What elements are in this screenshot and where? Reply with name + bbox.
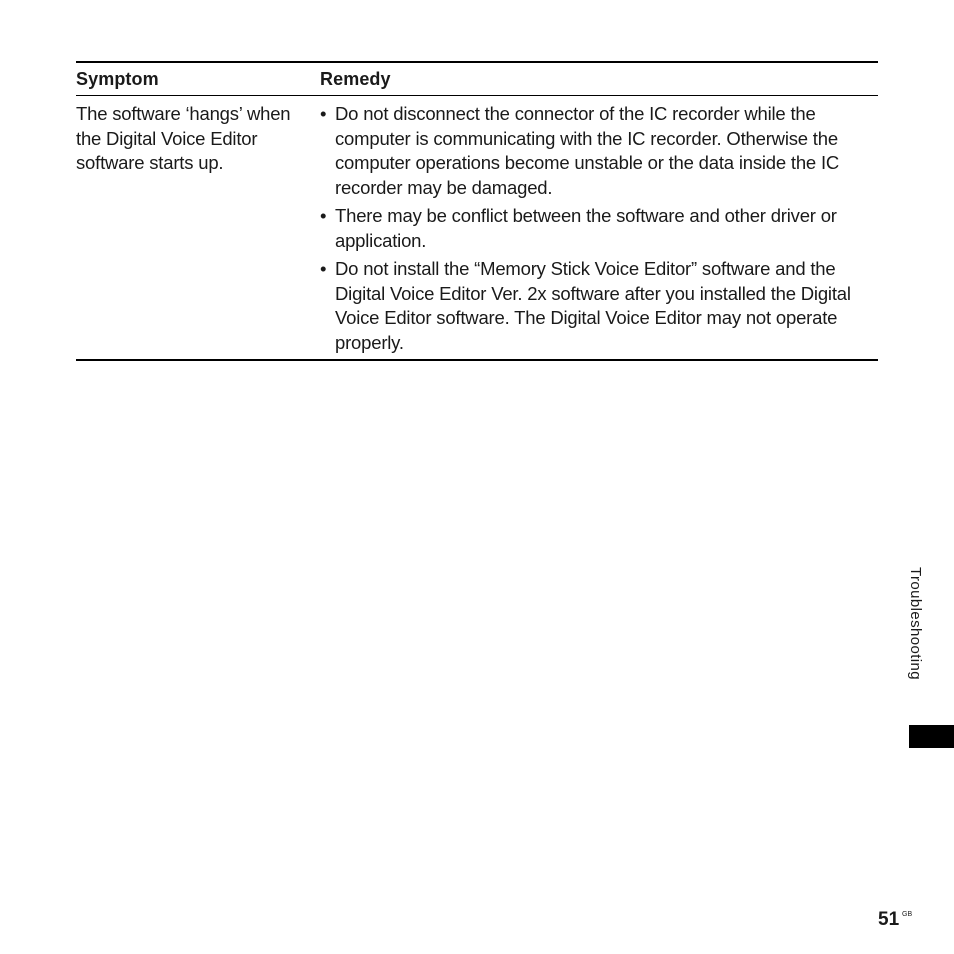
remedy-item xyxy=(320,102,878,200)
remedy-text: Do not disconnect the connector of the IC recorder while the computer is communicating with the IC recorder. Otherwise the computer operations become unstable or the data inside the IC recorder may be damaged. xyxy=(335,103,840,198)
remedy-list xyxy=(320,102,878,355)
table-header-row xyxy=(76,63,878,96)
symptom-text: The software ‘hangs’ when the Digital Voice Editor software starts up. xyxy=(76,103,291,173)
section-tab-marker xyxy=(909,725,954,748)
page-region-code: GB xyxy=(902,911,913,918)
bullet-icon: • xyxy=(320,205,327,226)
symptom-column-header: Symptom xyxy=(76,68,159,89)
bullet-icon: • xyxy=(320,258,327,279)
table-row xyxy=(76,96,878,359)
troubleshooting-table xyxy=(76,61,878,361)
remedy-column-header: Remedy xyxy=(320,68,391,89)
symptom-cell xyxy=(76,102,320,355)
remedy-cell xyxy=(320,102,878,355)
remedy-item xyxy=(320,257,878,355)
bullet-icon: • xyxy=(320,103,327,124)
remedy-item xyxy=(320,204,878,253)
remedy-text: There may be conflict between the software and other driver or application. xyxy=(335,205,837,251)
section-tab-label: Troubleshooting xyxy=(907,567,924,681)
remedy-text: Do not install the “Memory Stick Voice Editor” software and the Digital Voice Editor Ver. 2x software after you installed the Digital Voice Editor software. The Digital Voice Editor may not operate properly. xyxy=(335,258,851,353)
page-number: 51 xyxy=(878,909,900,930)
